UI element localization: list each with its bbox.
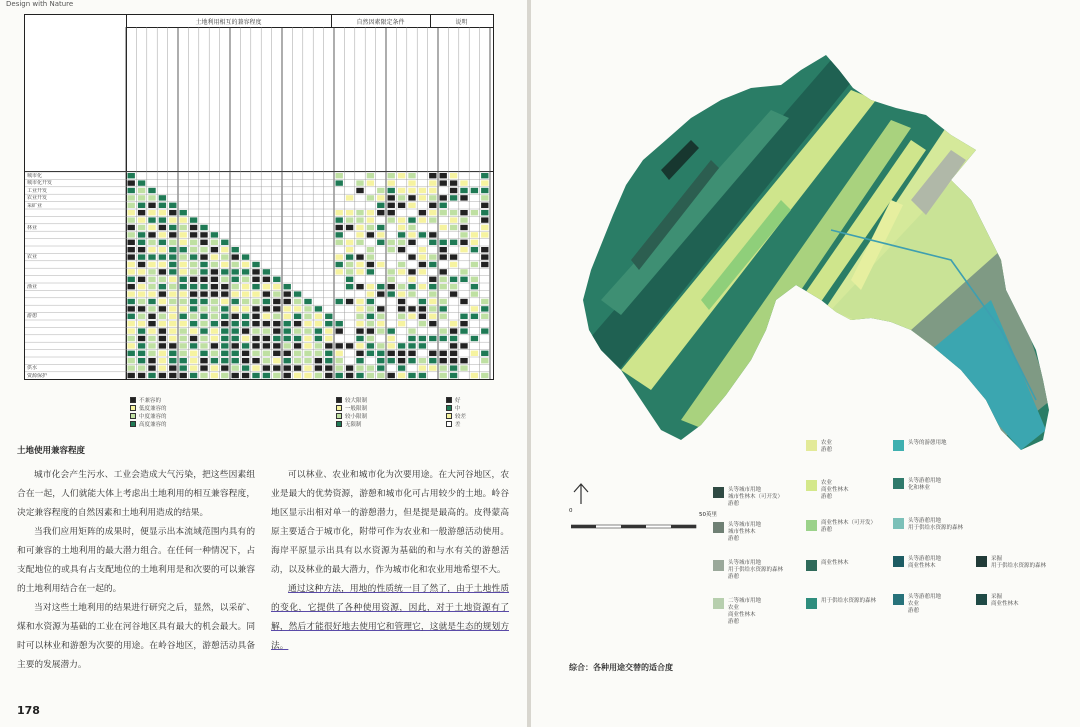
matrix-row-label (27, 291, 123, 298)
legend-group-1: 不兼容的 低度兼容的 中度兼容的 高度兼容的 (130, 396, 167, 428)
matrix-row-label (27, 240, 123, 247)
matrix-header-2: 自然因素限定条件 (356, 19, 405, 26)
matrix-row-label (27, 262, 123, 269)
legend-text: 头等城市用地 (728, 522, 762, 528)
legend-group-3: 好 中 较差 差 (446, 396, 466, 428)
legend-swatch (806, 440, 817, 451)
legend-text: 商业性林木 (908, 563, 936, 569)
matrix-row-label (27, 321, 123, 328)
legend-text: 二等城市用地 (728, 598, 762, 604)
legend-text: 商业性林木 (821, 560, 849, 566)
paragraph: 当对这些土地利用的结果进行研究之后，显然，以采矿、煤和水资源为基础的工业在河谷地区具有最大的机会最大。同时可以林业和游憩为次要的用途。在岭谷地区，游憩活动具备主要的发展潜力。 (17, 603, 255, 670)
legend-text: 头等游憩用地 (908, 518, 942, 524)
matrix-row-label: 农业 (27, 254, 38, 261)
legend-item (713, 598, 761, 626)
legend-text: 游憩 (821, 527, 833, 533)
scale-label: 50英里 (699, 512, 717, 518)
legend-text: 农业 (821, 480, 833, 486)
legend-swatch (893, 594, 904, 605)
legend-text: 城市性林木（可开发） (728, 494, 784, 500)
scale-zero: 0 (569, 508, 573, 514)
matrix-row-label (27, 210, 123, 217)
legend-item (893, 478, 941, 492)
legend-text: 头等游憩用地 (908, 556, 942, 562)
matrix-row-label (27, 232, 123, 239)
matrix-row-label: 农业开发 (27, 195, 48, 202)
legend-text: 游憩 (728, 501, 740, 507)
legend-text: 游憩 (728, 574, 740, 580)
legend-item (976, 594, 1019, 608)
legend-text: 用于供给水资源的森林 (991, 563, 1047, 569)
legend-text: 头等游憩用地 (908, 478, 942, 484)
legend-swatch (713, 487, 724, 498)
page-number: 178 (17, 704, 40, 717)
legend-swatch (806, 480, 817, 491)
legend-text: 头等城市用地 (728, 560, 762, 566)
legend-text: 采掘 (991, 556, 1003, 562)
legend-swatch (976, 594, 987, 605)
map-caption: 综合：各种用途交替的适合度 (569, 663, 673, 672)
legend-swatch (806, 520, 817, 531)
legend-text: 头等城市用地 (728, 487, 762, 493)
legend-item (806, 520, 876, 534)
matrix-row-label: 渔业 (27, 283, 38, 290)
legend-item (713, 487, 783, 508)
legend-text: 用于供给水资源的森林 (728, 567, 784, 573)
legend-text: 农业 (908, 601, 920, 607)
matrix-row-label (27, 276, 123, 283)
left-page (0, 0, 527, 727)
paragraph: 城市化会产生污水、工业会造成大气污染，把这些因素组合在一起，人们就能大体上考虑出土地利用的相互兼容程度，决定兼容程度的自然因素和土地利用造成的结果。 (17, 470, 255, 518)
legend-text: 游憩 (728, 536, 740, 542)
matrix-row-label (27, 328, 123, 335)
compatibility-matrix (24, 14, 494, 380)
matrix-row-label: 采矿业 (27, 202, 43, 209)
matrix-row-label (27, 247, 123, 254)
underlined-paragraph: 通过这种方法，用地的性质统一目了然了，由于土地性质的变化，它提供了各种使用资源，因此，对于土地资源有了解，然后才能很好地去使用它和管理它，这就是生态的规划方法。 (271, 584, 509, 651)
matrix-row-label (27, 299, 123, 306)
legend-text: 用于供给水资源的森林 (908, 525, 964, 531)
matrix-row-label: 城市化开发 (27, 180, 53, 187)
right-page (531, 0, 1080, 727)
legend-text: 商业性林木 (821, 487, 849, 493)
legend-text: 游憩 (821, 447, 833, 453)
legend-swatch (893, 518, 904, 529)
legend-group-2: 较大限制 一般限制 较小限制 无限制 (336, 396, 367, 428)
legend-text: 游憩 (908, 608, 920, 614)
text-column-2 (271, 466, 509, 656)
legend-swatch (976, 556, 987, 567)
legend-swatch (806, 598, 817, 609)
matrix-row-label (27, 306, 123, 313)
running-head: Design with Nature (6, 0, 74, 8)
legend-text: 商业性林木 (991, 601, 1019, 607)
matrix-header-1: 土地利用相互的兼容程度 (195, 19, 262, 26)
matrix-row-label (27, 269, 123, 276)
legend-item (893, 440, 947, 451)
legend-item (893, 556, 941, 570)
matrix-row-label (27, 336, 123, 343)
section-title: 土地使用兼容程度 (17, 446, 86, 456)
legend-item (806, 560, 849, 571)
matrix-row-label (27, 217, 123, 224)
scale-bar (569, 508, 721, 535)
north-arrow-icon (571, 482, 591, 506)
legend-item (976, 556, 1046, 570)
legend-item (713, 522, 761, 543)
matrix-row-label: 供水 (27, 365, 38, 372)
matrix-row-label (27, 343, 123, 350)
matrix-row-label: 资源保护 (27, 372, 48, 379)
legend-swatch (713, 522, 724, 533)
paragraph: 当我们应用矩阵的成果时，便显示出本流域范围内具有的和可兼容的土地利用的最大潜力组合。在任何一种情况下，占支配地位的或具有占支配地位的土地利用是和次要的可以兼容的土地利用结合在一起的。 (17, 527, 255, 594)
legend-swatch (893, 556, 904, 567)
legend-swatch (893, 478, 904, 489)
matrix-row-label: 林业 (27, 224, 38, 231)
legend-text: 头等游憩用地 (908, 594, 942, 600)
matrix-row-label: 游憩 (27, 313, 38, 320)
legend-swatch (713, 560, 724, 571)
text-column-1 (17, 466, 255, 675)
legend-text: 游憩 (728, 619, 740, 625)
matrix-row-label (27, 358, 123, 365)
matrix-row-label: 工业开发 (27, 187, 48, 194)
legend-item (893, 594, 941, 615)
legend-item (806, 598, 876, 609)
legend-item (713, 560, 783, 581)
matrix-header-3: 说明 (455, 19, 468, 26)
matrix-row-label: 城市化 (27, 173, 43, 179)
legend-item (806, 440, 832, 454)
legend-item (806, 480, 849, 501)
legend-text: 采掘 (991, 594, 1003, 600)
legend-text: 头等的游憩用地 (908, 440, 947, 446)
legend-text: 商业性林木 (728, 612, 756, 618)
legend-text: 用于供给水资源的森林 (821, 598, 877, 604)
legend-text: 商业性林木（可开发） (821, 520, 877, 526)
synthesis-map (531, 0, 1080, 480)
paragraph: 可以林业、农业和城市化为次要用途。在大河谷地区，农业是最大的优势资源，游憩和城市化可占用较少的土地。岭谷地区显示出相对单一的游憩潜力，但是提是最高的。皮得蒙高原主要适合于城市化，附带可作为农业和一般游憩活动使用。海岸平原显示出具有以水资源为基础的和与水有关的游憩活动，以及林业的最大潜力，作为城市化和农业用地希望不大。 (271, 470, 509, 575)
legend-item (893, 518, 963, 532)
legend-text: 农业 (821, 440, 833, 446)
legend-text: 城市性林木 (728, 529, 756, 535)
legend-swatch (713, 598, 724, 609)
matrix-row-label (27, 350, 123, 357)
legend-swatch (806, 560, 817, 571)
matrix-row-labels (27, 173, 123, 380)
legend-text: 游憩 (821, 494, 833, 500)
legend-swatch (893, 440, 904, 451)
legend-text: 化和林业 (908, 485, 931, 491)
legend-text: 农业 (728, 605, 740, 611)
